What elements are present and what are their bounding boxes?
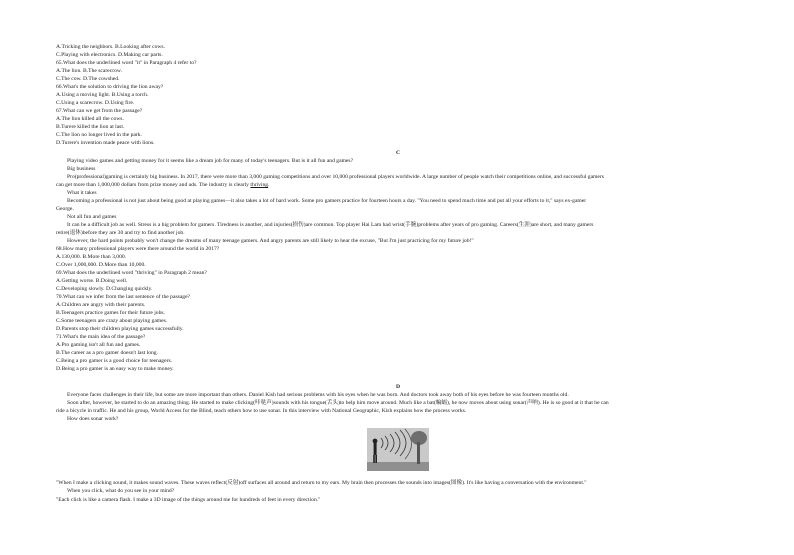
passage-c-paragraph: It can be a difficult job as well. Stress is a big problem for gamers. Tiredness is another, and injuries(损伤)are common. Top player Hai Lam had wrist(手腕)problems after years of pro gaming. Careers(生涯)are short, and many gamers: [67, 222, 594, 228]
question-68: 68.How many professional players were there around the world in 2017?: [56, 246, 220, 252]
passage-c-paragraph: Becoming a professional is not just about being good at playing games—it also takes a lot of hard work. Some pro gamers practice for fourteen hours a day. "You need to spend much time and put all your efforts to it," says ex-gamer: [67, 198, 587, 204]
option-line: C.Some teenagers are crazy about playing games.: [56, 318, 168, 324]
passage-d-answer: "Each click is like a camera flash. I make a 3D image of the things around me for hundreds of feet in every direction.": [56, 497, 321, 503]
underlined-word-thriving: thriving: [250, 182, 269, 188]
question-66: 66.What's the solution to driving the lion away?: [56, 84, 164, 90]
passage-d-answer: "When I make a clicking sound, it makes sound waves. These waves reflect(反射)off surfaces all around and return to my ears. My brain then processes the sounds into images(图像). It's like having a conversation with the environment.": [56, 480, 587, 486]
option-line: A.130,000. B.More than 3,000.: [56, 254, 127, 260]
passage-d-paragraph: Soon after, however, he started to do an amazing thing. He started to make clicking(咔哒声)sounds with his tongue(舌头)to help him move around. Much like a bat(蝙蝠), he now moves about using sonar(声呐). He is so good at it that he can: [67, 400, 609, 406]
option-line: B.The career as a pro gamer doesn't last long.: [56, 350, 158, 356]
option-line: A.Pro gaming isn't all fun and games.: [56, 342, 141, 348]
option-line: C.The cow. D.The cowshed.: [56, 76, 120, 82]
option-line: A.Children are angry with their parents.: [56, 302, 146, 308]
passage-c-paragraph-cont: retire(退休)before they are 30 and try to find another job.: [56, 230, 185, 236]
option-line: B.Turere killed the lion at last.: [56, 124, 125, 130]
question-71: 71.What's the main idea of the passage?: [56, 334, 146, 340]
question-67: 67.What can we get from the passage?: [56, 108, 143, 114]
passage-d-paragraph-cont: ride a bicycle in traffic. He and his group, World Access for the Blind, teach others how to use sonar. In this interview with National Geographic, Kish explains how the process works.: [56, 408, 467, 414]
passage-c-subheading: Big business: [67, 166, 96, 172]
option-line: D.Parents stop their children playing games successfully.: [56, 326, 184, 332]
question-70: 70.What can we infer from the last sentence of the passage?: [56, 294, 191, 300]
option-line: C.Developing slowly. D.Changing quickly.: [56, 286, 153, 292]
section-d-heading: D: [396, 384, 401, 390]
passage-d-question: How does sonar work?: [67, 416, 119, 422]
passage-c-paragraph-cont: can get more than 1,000,000 dollars from prize money and ads. The industry is clearly thriving.: [56, 182, 270, 188]
passage-c-paragraph: Playing video games and getting money for it seems like a dream job for many of today's teenagers. But is it all fun and games?: [67, 158, 354, 164]
passage-c-subheading: Not all fun and games: [67, 214, 117, 220]
option-line: C.Over 1,000,000. D.More than 10,000.: [56, 262, 146, 268]
option-line: B.Teenagers practice games for their future jobs.: [56, 310, 165, 316]
passage-d-paragraph: Everyone faces challenges in their life, but some are more important than others. Daniel Kish had serious problems with his eyes when he was born. And doctors took away both of his eyes before he was fourteen months old.: [67, 392, 569, 398]
option-line: A.The lion. B.The scarecrow.: [56, 68, 122, 74]
option-line: A.Getting worse. B.Doing well.: [56, 278, 128, 284]
passage-d-question: When you click, what do you see in your mind?: [67, 488, 175, 494]
option-line: C.Playing with electronics. D.Making car parts.: [56, 52, 163, 58]
option-line: D.Being a pro gamer is an easy way to make money.: [56, 366, 174, 372]
sonar-illustration: [367, 428, 429, 471]
passage-c-subheading: What it takes: [67, 190, 97, 196]
question-69: 69.What does the underlined word "thriving" in Paragraph 2 mean?: [56, 270, 207, 276]
option-line: C.The lion no longer lived in the park.: [56, 132, 142, 138]
option-line: D.Turere's invention made peace with lions.: [56, 140, 155, 146]
option-line: A.The lion killed all the cows.: [56, 116, 124, 122]
passage-c-paragraph-cont: George.: [56, 206, 74, 212]
option-line: C.Being a pro gamer is a good choice for teenagers.: [56, 358, 173, 364]
passage-c-paragraph: However, the hard points probably won't change the dreams of many teenage gamers. And angry parents are still likely to hear the excuse, "But I'm just practicing for my future job!": [67, 238, 474, 244]
question-65: 65.What does the underlined word "it" in Paragraph 4 refer to?: [56, 60, 197, 66]
option-line: C.Using a scarecrow. D.Using fire.: [56, 100, 135, 106]
section-c-heading: C: [396, 150, 401, 156]
option-line: A.Tricking the neighbors. B.Looking after cows.: [56, 44, 166, 50]
sonar-illustration-graphic: [367, 428, 429, 471]
passage-c-paragraph: Pro(professional)gaming is certainly big business. In 2017, there were more than 3,000 gaming competitions and over 10,000 professional players worldwide. A large number of people watch their competitions online, and successful gamers: [67, 174, 604, 180]
option-line: A.Using a moving light. B.Using a torch.: [56, 92, 149, 98]
